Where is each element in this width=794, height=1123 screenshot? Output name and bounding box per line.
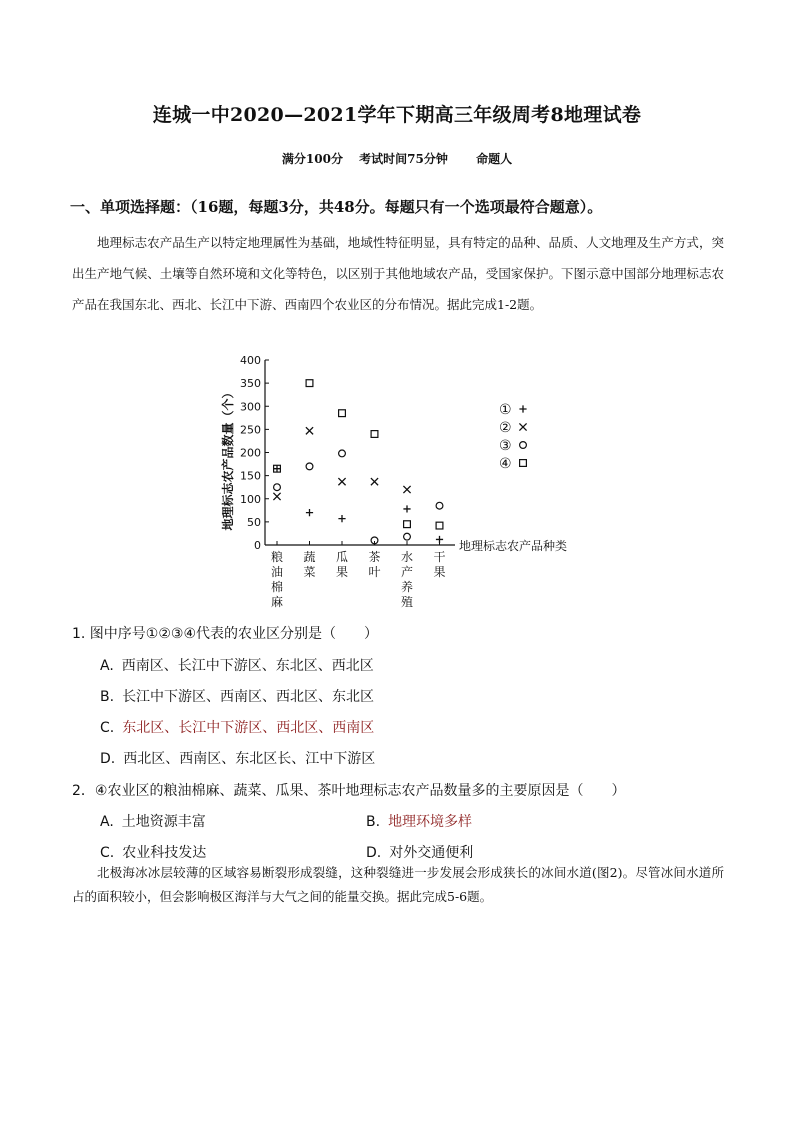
y-tick-label: 50 [247, 515, 261, 529]
legend-label: ④ [499, 456, 512, 472]
data-point [273, 465, 280, 472]
x-category-label: 粮油棉麻 [270, 550, 284, 609]
question-2-option-a[interactable] [100, 811, 206, 831]
data-point [403, 486, 410, 493]
question-2-option-c[interactable] [100, 842, 206, 862]
question-1-option-c[interactable] [100, 717, 374, 737]
question-1-option-a[interactable] [100, 655, 374, 675]
chart-svg [205, 350, 605, 615]
data-point [306, 509, 313, 516]
x-category-label: 水产养殖 [400, 550, 414, 609]
option-letter: A. [100, 658, 114, 674]
legend-marker [519, 423, 526, 430]
data-point [274, 484, 281, 491]
option-text-answer: 地理环境多样 [388, 814, 473, 830]
option-letter: B. [366, 814, 381, 830]
option-text: 长江中下游区、西南区、西北区、东北区 [122, 689, 375, 705]
question-2-option-b[interactable] [366, 811, 472, 831]
option-text: 对外交通便利 [389, 845, 474, 861]
scatter-chart [205, 350, 605, 615]
data-point [306, 463, 313, 470]
legend-label: ③ [499, 438, 512, 454]
data-point [436, 536, 443, 543]
data-point [338, 478, 345, 485]
x-category-label: 瓜果 [335, 550, 349, 579]
question-1-option-b[interactable] [100, 686, 374, 706]
question-1-option-d[interactable] [100, 748, 375, 768]
option-letter: C. [100, 720, 115, 736]
data-point [404, 521, 411, 528]
section-heading: 一、单项选择题：（16题，每题3分，共48分。每题只有一个选项最符合题意）。 [70, 198, 603, 216]
question-2-stem: 2．④农业区的粮油棉麻、蔬菜、瓜果、茶叶地理标志农产品数量多的主要原因是（ ） [72, 783, 626, 799]
question-1-stem: 1. 图中序号①②③④代表的农业区分别是（ ） [72, 626, 379, 642]
intro-paragraph-2: 北极海冰冰层较薄的区域容易断裂形成裂缝，这种裂缝进一步发展会形成狭长的冰间水道(图2)。尽管冰间水道所占的面积较小，但会影响极区海洋与大气之间的能量交换。据此完成5-6题。 [72, 865, 724, 904]
data-point [339, 450, 346, 457]
question-2-option-d[interactable] [366, 842, 473, 862]
option-text: 西南区、长江中下游区、东北区、西北区 [121, 658, 374, 674]
data-point [436, 502, 443, 509]
option-text-answer: 东北区、长江中下游区、西北区、西南区 [122, 720, 375, 736]
data-point [436, 522, 443, 529]
y-tick-label: 400 [240, 354, 261, 367]
full-score: 满分100分 [281, 152, 343, 166]
option-text: 农业科技发达 [122, 845, 207, 861]
exam-info [0, 150, 794, 167]
option-letter: B. [100, 689, 115, 705]
data-point [306, 380, 313, 387]
page-title: 连城一中2020—2021学年下期高三年级周考8地理试卷 [152, 104, 642, 126]
x-axis-label: 地理标志农产品种类 [459, 539, 568, 553]
data-point [404, 533, 411, 540]
option-letter: A. [100, 814, 114, 830]
x-category-label: 茶叶 [368, 550, 381, 579]
data-point [273, 493, 280, 500]
legend-marker [519, 405, 526, 412]
data-point [403, 505, 410, 512]
y-tick-label: 250 [240, 423, 261, 437]
legend-marker [520, 460, 527, 467]
option-letter: D. [366, 845, 382, 861]
intro-paragraph: 地理标志农产品生产以特定地理属性为基础，地域性特征明显，具有特定的品种、品质、人文地理及生产方式，突出生产地气候、土壤等自然环境和文化等特色，以区别于其他地域农产品，受国家保护。下图示意中国部分地理标志农产品在我国东北、西北、长江中下游、西南四个农业区的分布情况。据此完成1-2题。 [72, 235, 724, 312]
y-axis-label: 地理标志农产品数量（个） [221, 386, 235, 531]
y-tick-label: 350 [240, 377, 261, 391]
x-category-label: 蔬菜 [303, 550, 316, 579]
data-point [339, 410, 346, 417]
legend-label: ② [499, 420, 512, 436]
x-category-label: 干果 [433, 550, 446, 579]
y-tick-label: 100 [240, 492, 261, 506]
exam-time: 考试时间75分钟 [359, 152, 448, 166]
option-text: 土地资源丰富 [121, 814, 206, 830]
data-point [371, 478, 378, 485]
option-letter: D. [100, 751, 116, 767]
data-point [371, 431, 378, 438]
y-tick-label: 200 [240, 446, 261, 460]
option-letter: C. [100, 845, 115, 861]
y-tick-label: 150 [240, 469, 261, 483]
legend-marker [520, 442, 527, 449]
legend-label: ① [499, 402, 512, 418]
data-point [338, 515, 345, 522]
option-text: 西北区、西南区、东北区长、江中下游区 [123, 751, 376, 767]
data-point [306, 427, 313, 434]
y-tick-label: 300 [240, 400, 261, 414]
y-tick-label: 0 [254, 539, 261, 552]
author-label: 命题人 [476, 152, 513, 166]
